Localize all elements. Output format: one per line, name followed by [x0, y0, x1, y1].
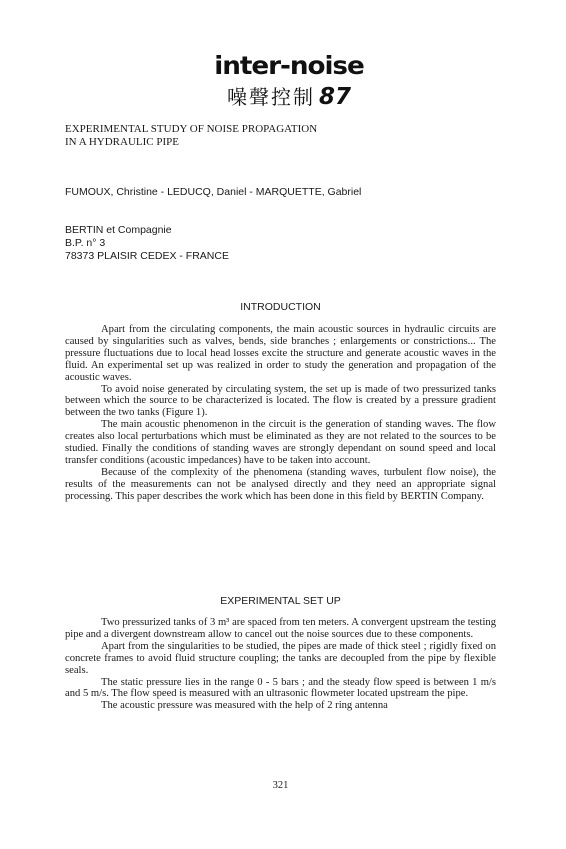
introduction-body [65, 324, 496, 503]
affiliation-line: 78373 PLAISIR CEDEX - FRANCE [65, 250, 229, 262]
paragraph: To avoid noise generated by circulating system, the set up is made of two pressurized tanks between which the source to be characterized is located. The flow is created by a pressure gradient between the two tanks (Figure 1). [65, 383, 496, 419]
paragraph: The static pressure lies in the range 0 - 5 bars ; and the steady flow speed is between 1 m/s and 5 m/s. The flow speed is measured with an ultrasonic flowmeter located upstream the pipe. [65, 676, 496, 700]
page-number: 321 [272, 780, 289, 791]
experimental-set-up-body [65, 617, 496, 712]
logo-wordmark: inter-noise [214, 51, 364, 80]
conference-logo [214, 52, 364, 110]
paragraph: Because of the complexity of the phenomena (standing waves, turbulent flow noise), the results of the measurements can not be analysed directly and they need an appropriate signal processing. This paper describes the work which has been done in this field by BERTIN Company. [65, 466, 496, 502]
affiliation-line: BERTIN et Compagnie [65, 224, 172, 236]
affiliation-line: B.P. n° 3 [65, 237, 106, 249]
section-heading-experimental-set-up: EXPERIMENTAL SET UP [220, 595, 341, 607]
title-line: IN A HYDRAULIC PIPE [65, 136, 179, 148]
paragraph: The main acoustic phenomenon in the circuit is the generation of standing waves. The flow creates also local perturbations which must be eliminated as they are not related to the sources to be studied. Finally the conditions of standing waves are strongly dependant on sound speed and local transfer conditions (acoustic impedances) have to be taken into account. [65, 419, 496, 466]
author-list: FUMOUX, Christine - LEDUCQ, Daniel - MARQUETTE, Gabriel [65, 186, 362, 198]
paragraph: Apart from the singularities to be studied, the pipes are made of thick steel ; rigidly fixed on concrete frames to avoid fluid structure coupling; the tanks are decoupled from the pipe by flexible seals. [65, 640, 496, 676]
logo-subline [214, 81, 364, 110]
paragraph: Two pressurized tanks of 3 m³ are spaced from ten meters. A convergent upstream the testing pipe and a divergent downstream allow to cancel out the noise sources due to these components. [65, 617, 496, 640]
paragraph: Apart from the circulating components, the main acoustic sources in hydraulic circuits are caused by singularities such as valves, bends, side branches ; enlargements or constrictions... The pressure fluctuations due to local head losses excite the structure and generate acoustic waves in the fluid. An experimental set up was realized in order to study the generation and propagation of the acoustic waves. [65, 324, 496, 383]
section-heading-introduction: INTRODUCTION [240, 301, 321, 313]
logo-year: 87 [318, 84, 351, 110]
affiliation [65, 224, 229, 263]
logo-cjk-text: 噪聲控制 [226, 85, 315, 109]
paper-title [65, 123, 317, 149]
paragraph: The acoustic pressure was measured with the help of 2 ring antenna [101, 700, 388, 712]
title-line: EXPERIMENTAL STUDY OF NOISE PROPAGATION [65, 123, 318, 135]
